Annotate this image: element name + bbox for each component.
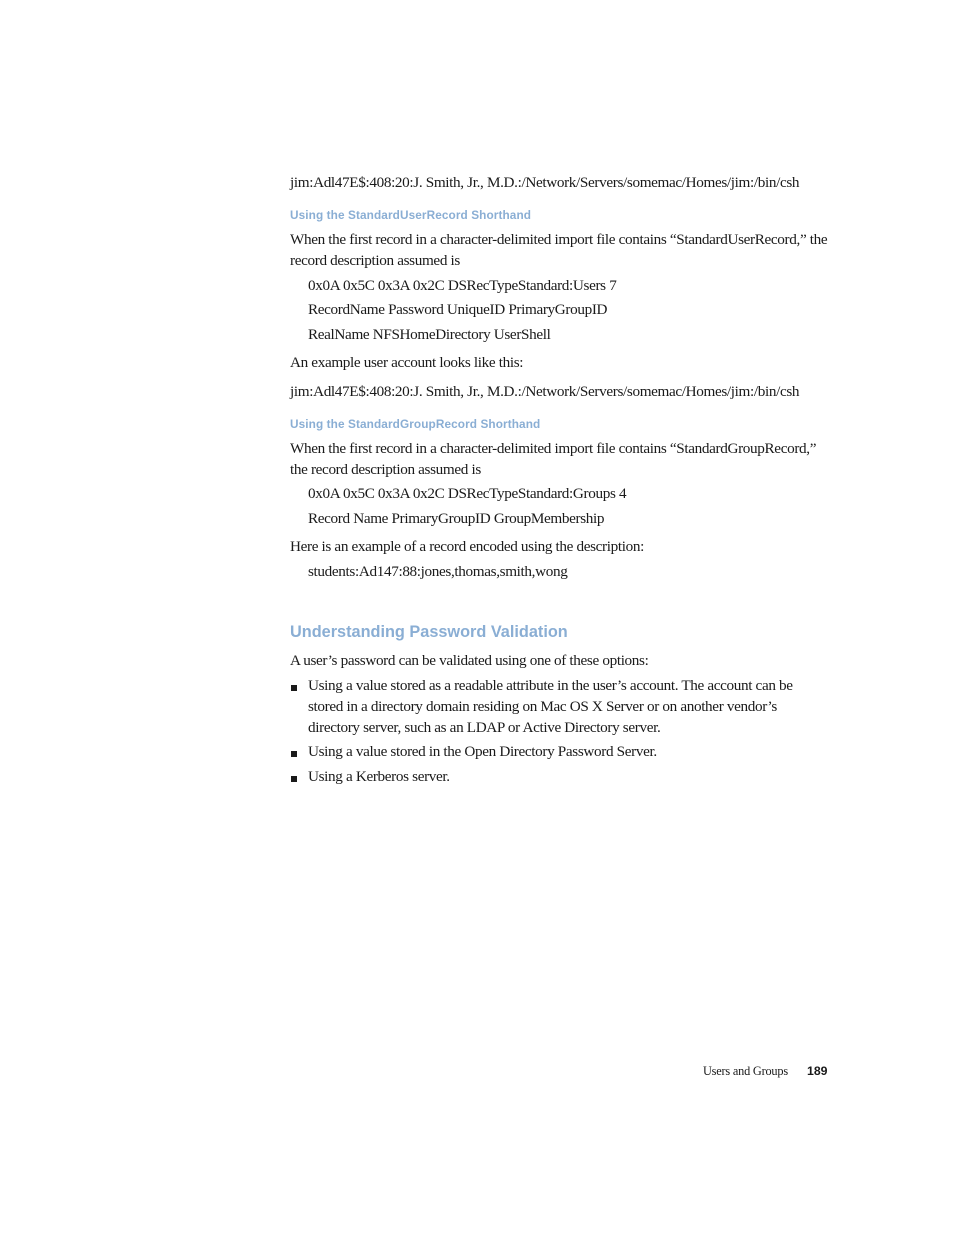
- subheading-standard-user-record: Using the StandardUserRecord Shorthand: [290, 208, 532, 222]
- bullet-item: Using a value stored in the Open Directory Password Server.: [308, 743, 657, 760]
- example-record-line: jim:Adl47E$:408:20:J. Smith, Jr., M.D.:/Network/Servers/somemac/Homes/jim:/bin/csh: [290, 174, 800, 191]
- bullet-item: Using a value stored as a readable attribute in the user’s account. The account can be stored in a directory domain residing on Mac OS X Server or on another vendor’s directory server, such as an LDAP or Active Directory server.: [308, 677, 793, 736]
- subheading-standard-group-record: Using the StandardGroupRecord Shorthand: [290, 417, 541, 431]
- bullet-square-icon: [291, 685, 297, 691]
- user-shorthand-intro: When the first record in a character-delimited import file contains “StandardUserRecord,” the record description assumed is: [290, 231, 828, 269]
- bullet-square-icon: [291, 751, 297, 757]
- user-example-line: jim:Adl47E$:408:20:J. Smith, Jr., M.D.:/Network/Servers/somemac/Homes/jim:/bin/csh: [290, 383, 800, 400]
- footer-chapter-label: Users and Groups: [703, 1064, 788, 1078]
- user-desc-line: RealName NFSHomeDirectory UserShell: [308, 326, 551, 343]
- user-desc-line: RecordName Password UniqueID PrimaryGroupID: [308, 301, 608, 318]
- group-desc-line: Record Name PrimaryGroupID GroupMembership: [308, 510, 605, 527]
- section-heading-password-validation: Understanding Password Validation: [290, 623, 568, 641]
- group-example-intro: Here is an example of a record encoded using the description:: [290, 538, 644, 555]
- group-desc-line: 0x0A 0x5C 0x3A 0x2C DSRecTypeStandard:Groups 4: [308, 485, 627, 502]
- bullet-item: Using a Kerberos server.: [308, 768, 450, 785]
- group-example-line: students:Ad147:88:jones,thomas,smith,wong: [308, 563, 568, 580]
- password-validation-intro: A user’s password can be validated using one of these options:: [290, 652, 649, 669]
- page-number: 189: [807, 1064, 828, 1078]
- user-desc-line: 0x0A 0x5C 0x3A 0x2C DSRecTypeStandard:Users 7: [308, 277, 617, 294]
- user-example-intro: An example user account looks like this:: [290, 354, 524, 371]
- bullet-square-icon: [291, 776, 297, 782]
- group-shorthand-intro: When the first record in a character-delimited import file contains “StandardGroupRecord,” the record description assumed is: [290, 440, 817, 478]
